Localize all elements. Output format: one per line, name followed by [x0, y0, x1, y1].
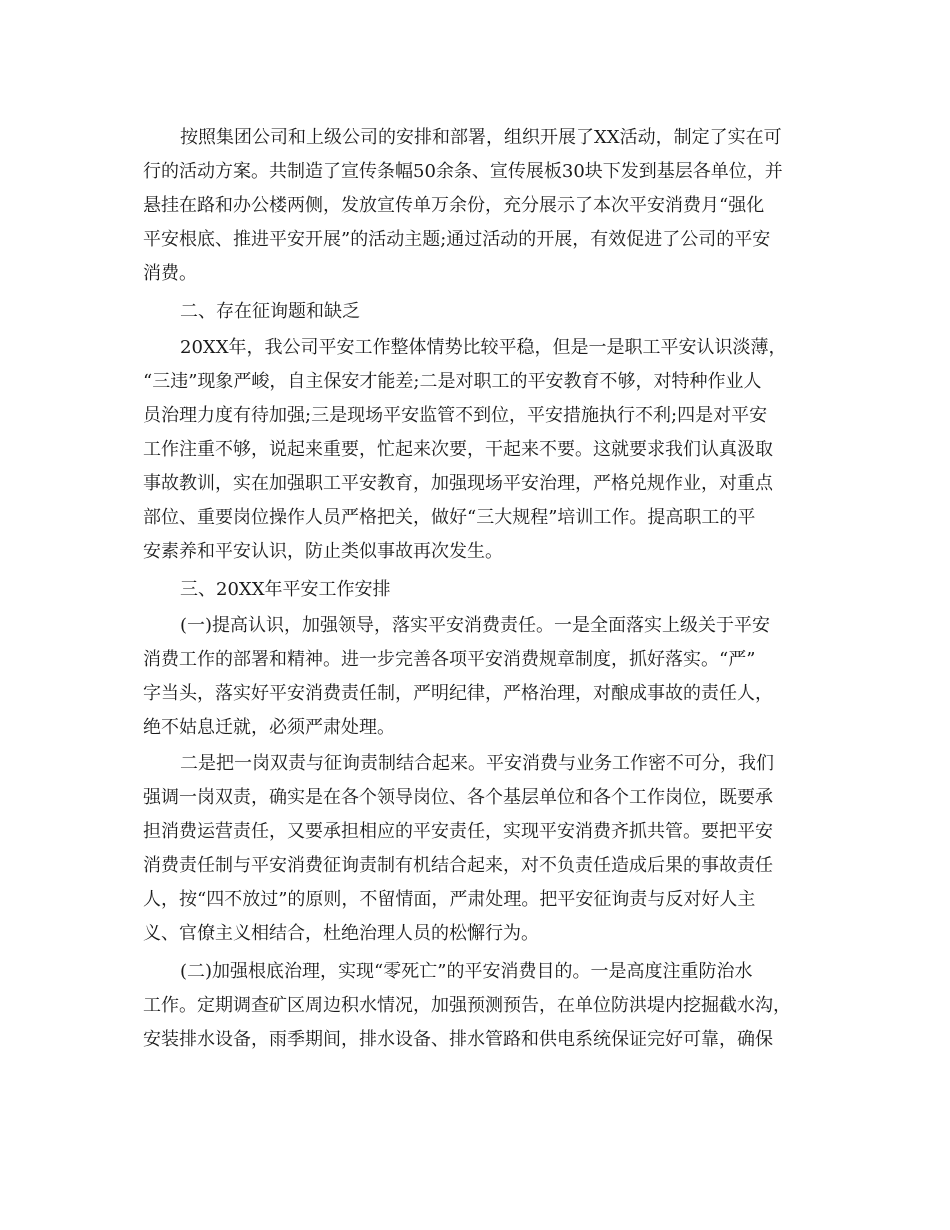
- section-heading: 三、20XX年平安工作安排: [180, 579, 391, 600]
- text-line: 平安根底、推进平安开展”的活动主题;通过活动的开展，有效促进了公司的平安: [143, 229, 771, 250]
- text-line: 员治理力度有待加强;三是现场平安监管不到位，平安措施执行不利;四是对平安: [143, 405, 768, 426]
- text-line: 字当头，落实好平安消费责任制，严明纪律，严格治理，对酿成事故的责任人，: [143, 683, 773, 704]
- text-line: 人，按“四不放过”的原则，不留情面，严肃处理。把平安征询责与反对好人主: [143, 889, 756, 910]
- text-line: 消费。: [143, 263, 197, 284]
- text-line: 工作注重不够，说起来重要，忙起来次要，干起来不要。这就要求我们认真汲取: [143, 439, 773, 460]
- section-heading: 二、存在征询题和缺乏: [180, 301, 360, 322]
- text-line: 行的活动方案。共制造了宣传条幅50余条、宣传展板30块下发到基层各单位，并: [143, 161, 783, 182]
- text-line: 悬挂在路和办公楼两侧，发放宣传单万余份，充分展示了本次平安消费月“强化: [143, 195, 765, 216]
- text-line: 安素养和平安认识，防止类似事故再次发生。: [143, 541, 503, 562]
- text-line: 部位、重要岗位操作人员严格把关，做好“三大规程”培训工作。提高职工的平: [143, 507, 756, 528]
- text-line: 工作。定期调查矿区周边积水情况，加强预测预告，在单位防洪堤内挖掘截水沟，: [143, 995, 791, 1016]
- text-line: (一)提高认识，加强领导，落实平安消费责任。一是全面落实上级关于平安: [180, 615, 771, 636]
- text-line: 20XX年，我公司平安工作整体情势比较平稳，但是一是职工平安认识淡薄，: [180, 337, 787, 358]
- text-line: 消费责任制与平安消费征询责制有机结合起来，对不负责任造成后果的事故责任: [143, 855, 773, 876]
- text-line: 二是把一岗双责与征询责制结合起来。平安消费与业务工作密不可分，我们: [180, 753, 774, 774]
- text-line: 强调一岗双责，确实是在各个领导岗位、各个基层单位和各个工作岗位，既要承: [143, 787, 773, 808]
- text-line: 绝不姑息迁就，必须严肃处理。: [143, 717, 395, 738]
- text-line: 按照集团公司和上级公司的安排和部署，组织开展了XX活动，制定了实在可: [180, 127, 782, 148]
- text-line: 担消费运营责任，又要承担相应的平安责任，实现平安消费齐抓共管。要把平安: [143, 821, 773, 842]
- text-line: 义、官僚主义相结合，杜绝治理人员的松懈行为。: [143, 923, 539, 944]
- text-line: “三违”现象严峻，自主保安才能差;二是对职工的平安教育不够，对特种作业人: [143, 371, 762, 392]
- text-line: (二)加强根底治理，实现“零死亡”的平安消费目的。一是高度注重防治水: [180, 961, 753, 982]
- text-line: 安装排水设备，雨季期间，排水设备、排水管路和供电系统保证完好可靠，确保: [143, 1029, 773, 1050]
- text-line: 消费工作的部署和精神。进一步完善各项平安消费规章制度，抓好落实。“严”: [143, 649, 756, 670]
- text-line: 事故教训，实在加强职工平安教育，加强现场平安治理，严格兑规作业，对重点: [143, 473, 773, 494]
